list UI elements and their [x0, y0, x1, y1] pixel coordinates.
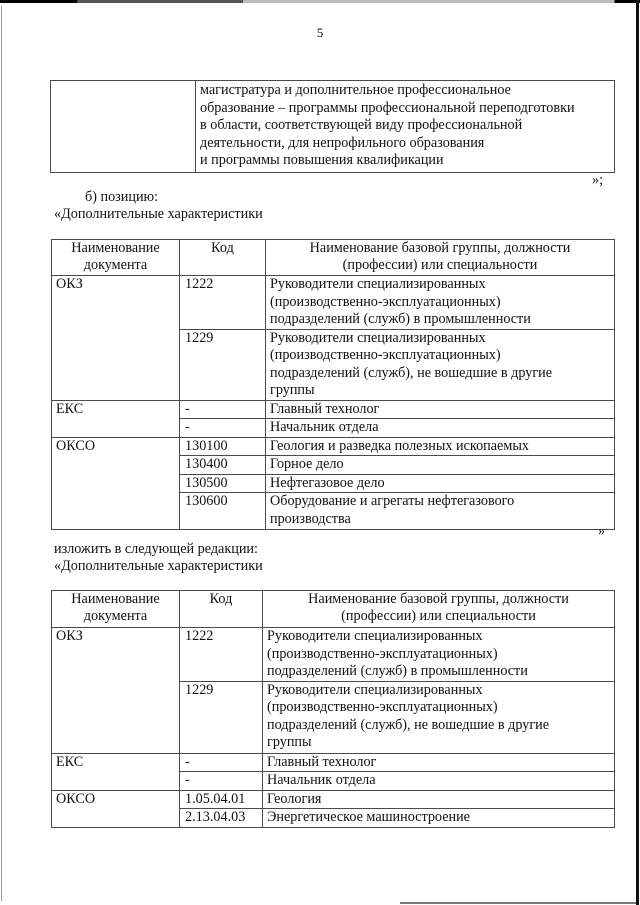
code-cell: 1229	[180, 329, 266, 400]
text-line: (производственно-эксплуатационных)	[270, 347, 501, 363]
code-cell: 2.13.04.03	[180, 809, 263, 828]
code-cell: 1229	[180, 681, 263, 753]
description-cell	[263, 681, 615, 753]
description-cell: Энергетическое машиностроение	[263, 809, 615, 828]
text-line: Руководители специализированных	[270, 276, 486, 292]
document-cell: ЕКС	[52, 753, 180, 790]
header-text: Наименование	[71, 591, 160, 607]
text-line: подразделений (служб) в промышленности	[267, 663, 528, 679]
new-characteristics-table	[51, 590, 615, 828]
text-line: и программы повышения квалификации	[200, 152, 444, 169]
description-cell	[266, 493, 615, 530]
header-text: документа	[83, 608, 148, 624]
table-row	[52, 790, 615, 809]
description-cell	[266, 276, 615, 330]
description-cell: Геология	[263, 790, 615, 809]
description-cell: Начальник отдела	[263, 772, 615, 791]
table-row	[52, 276, 615, 330]
header-code: Код	[180, 240, 266, 276]
code-cell: 130500	[180, 474, 266, 493]
header-text: (профессии) или специальности	[342, 257, 538, 273]
code-cell: -	[180, 753, 263, 772]
header-text: Наименование	[71, 240, 160, 256]
text-line: деятельности, для непрофильного образования	[200, 134, 485, 151]
text-line: (производственно-эксплуатационных)	[267, 645, 498, 662]
old-characteristics-table	[51, 239, 615, 530]
description-cell	[266, 329, 615, 400]
table-row	[52, 437, 615, 456]
text-line: подразделений (служб), не вошедшие в другие	[267, 716, 550, 733]
header-document-name	[52, 240, 180, 276]
old-table-title: «Дополнительные характеристики	[54, 206, 263, 222]
text-line: Руководители специализированных	[270, 329, 486, 346]
header-group-name	[266, 240, 615, 276]
header-code: Код	[180, 591, 263, 628]
scan-border-top	[0, 0, 640, 3]
text-line: Оборудование и агрегаты нефтегазового	[270, 493, 515, 509]
table-header-row	[52, 240, 615, 276]
description-cell: Главный технолог	[266, 400, 615, 419]
document-cell: ЕКС	[52, 400, 180, 437]
closing-quote-mark: »	[598, 523, 606, 539]
code-cell: 1222	[180, 628, 263, 682]
code-cell: 1.05.04.01	[180, 790, 263, 809]
text-line: Руководители специализированных	[267, 628, 483, 644]
document-cell: ОКСО	[52, 437, 180, 530]
code-cell: -	[180, 772, 263, 791]
text-line: в области, соответствующей виду профессиональной	[200, 117, 523, 134]
table-row	[51, 81, 615, 173]
code-cell: 130400	[180, 456, 266, 475]
text-line: Руководители специализированных	[267, 681, 483, 698]
code-cell: -	[180, 400, 266, 419]
description-cell: Геология и разведка полезных ископаемых	[266, 437, 615, 456]
scan-border-right	[636, 0, 639, 905]
description-cell: Главный технолог	[263, 753, 615, 772]
code-cell: 130600	[180, 493, 266, 530]
document-cell: ОКЗ	[52, 276, 180, 401]
document-cell: ОКСО	[52, 790, 180, 827]
text-line: подразделений (служб) в промышленности	[270, 311, 531, 327]
table-row	[52, 400, 615, 419]
page-number: 5	[316, 25, 324, 40]
header-text: Наименование базовой группы, должности	[308, 591, 569, 607]
text-line: (производственно-эксплуатационных)	[270, 293, 501, 310]
header-text: документа	[83, 257, 148, 273]
closing-quote-mark: »;	[592, 172, 604, 188]
qualification-text-cell	[196, 81, 615, 173]
text-line: группы	[267, 734, 312, 750]
table-header-row	[52, 591, 615, 628]
table-row	[52, 753, 615, 772]
code-cell: -	[180, 419, 266, 438]
table-row	[52, 628, 615, 682]
scan-border-left	[1, 6, 2, 901]
continuation-table	[50, 80, 615, 173]
description-cell	[263, 628, 615, 682]
text-line: группы	[270, 382, 315, 398]
text-line: (производственно-эксплуатационных)	[267, 699, 498, 715]
description-cell: Нефтегазовое дело	[266, 474, 615, 493]
empty-cell	[51, 81, 196, 173]
new-edition-label: изложить в следующей редакции:	[54, 541, 258, 557]
header-text: (профессии) или специальности	[341, 608, 536, 624]
scan-border-bottom	[400, 902, 636, 904]
code-cell: 130100	[180, 437, 266, 456]
description-cell: Горное дело	[266, 456, 615, 475]
text-line: производства	[270, 510, 351, 527]
header-document-name	[52, 591, 180, 628]
document-cell: ОКЗ	[52, 628, 180, 754]
text-line: подразделений (служб), не вошедшие в другие	[270, 364, 553, 381]
header-text: Наименование базовой группы, должности	[309, 240, 571, 256]
new-table-title: «Дополнительные характеристики	[54, 558, 263, 574]
code-cell: 1222	[180, 276, 266, 330]
description-cell: Начальник отдела	[266, 419, 615, 438]
text-line: магистратура и дополнительное профессиональное	[200, 82, 511, 98]
section-b-label: б) позицию:	[85, 189, 159, 205]
text-line: образование – программы профессиональной переподготовки	[200, 99, 575, 116]
header-group-name	[263, 591, 615, 628]
